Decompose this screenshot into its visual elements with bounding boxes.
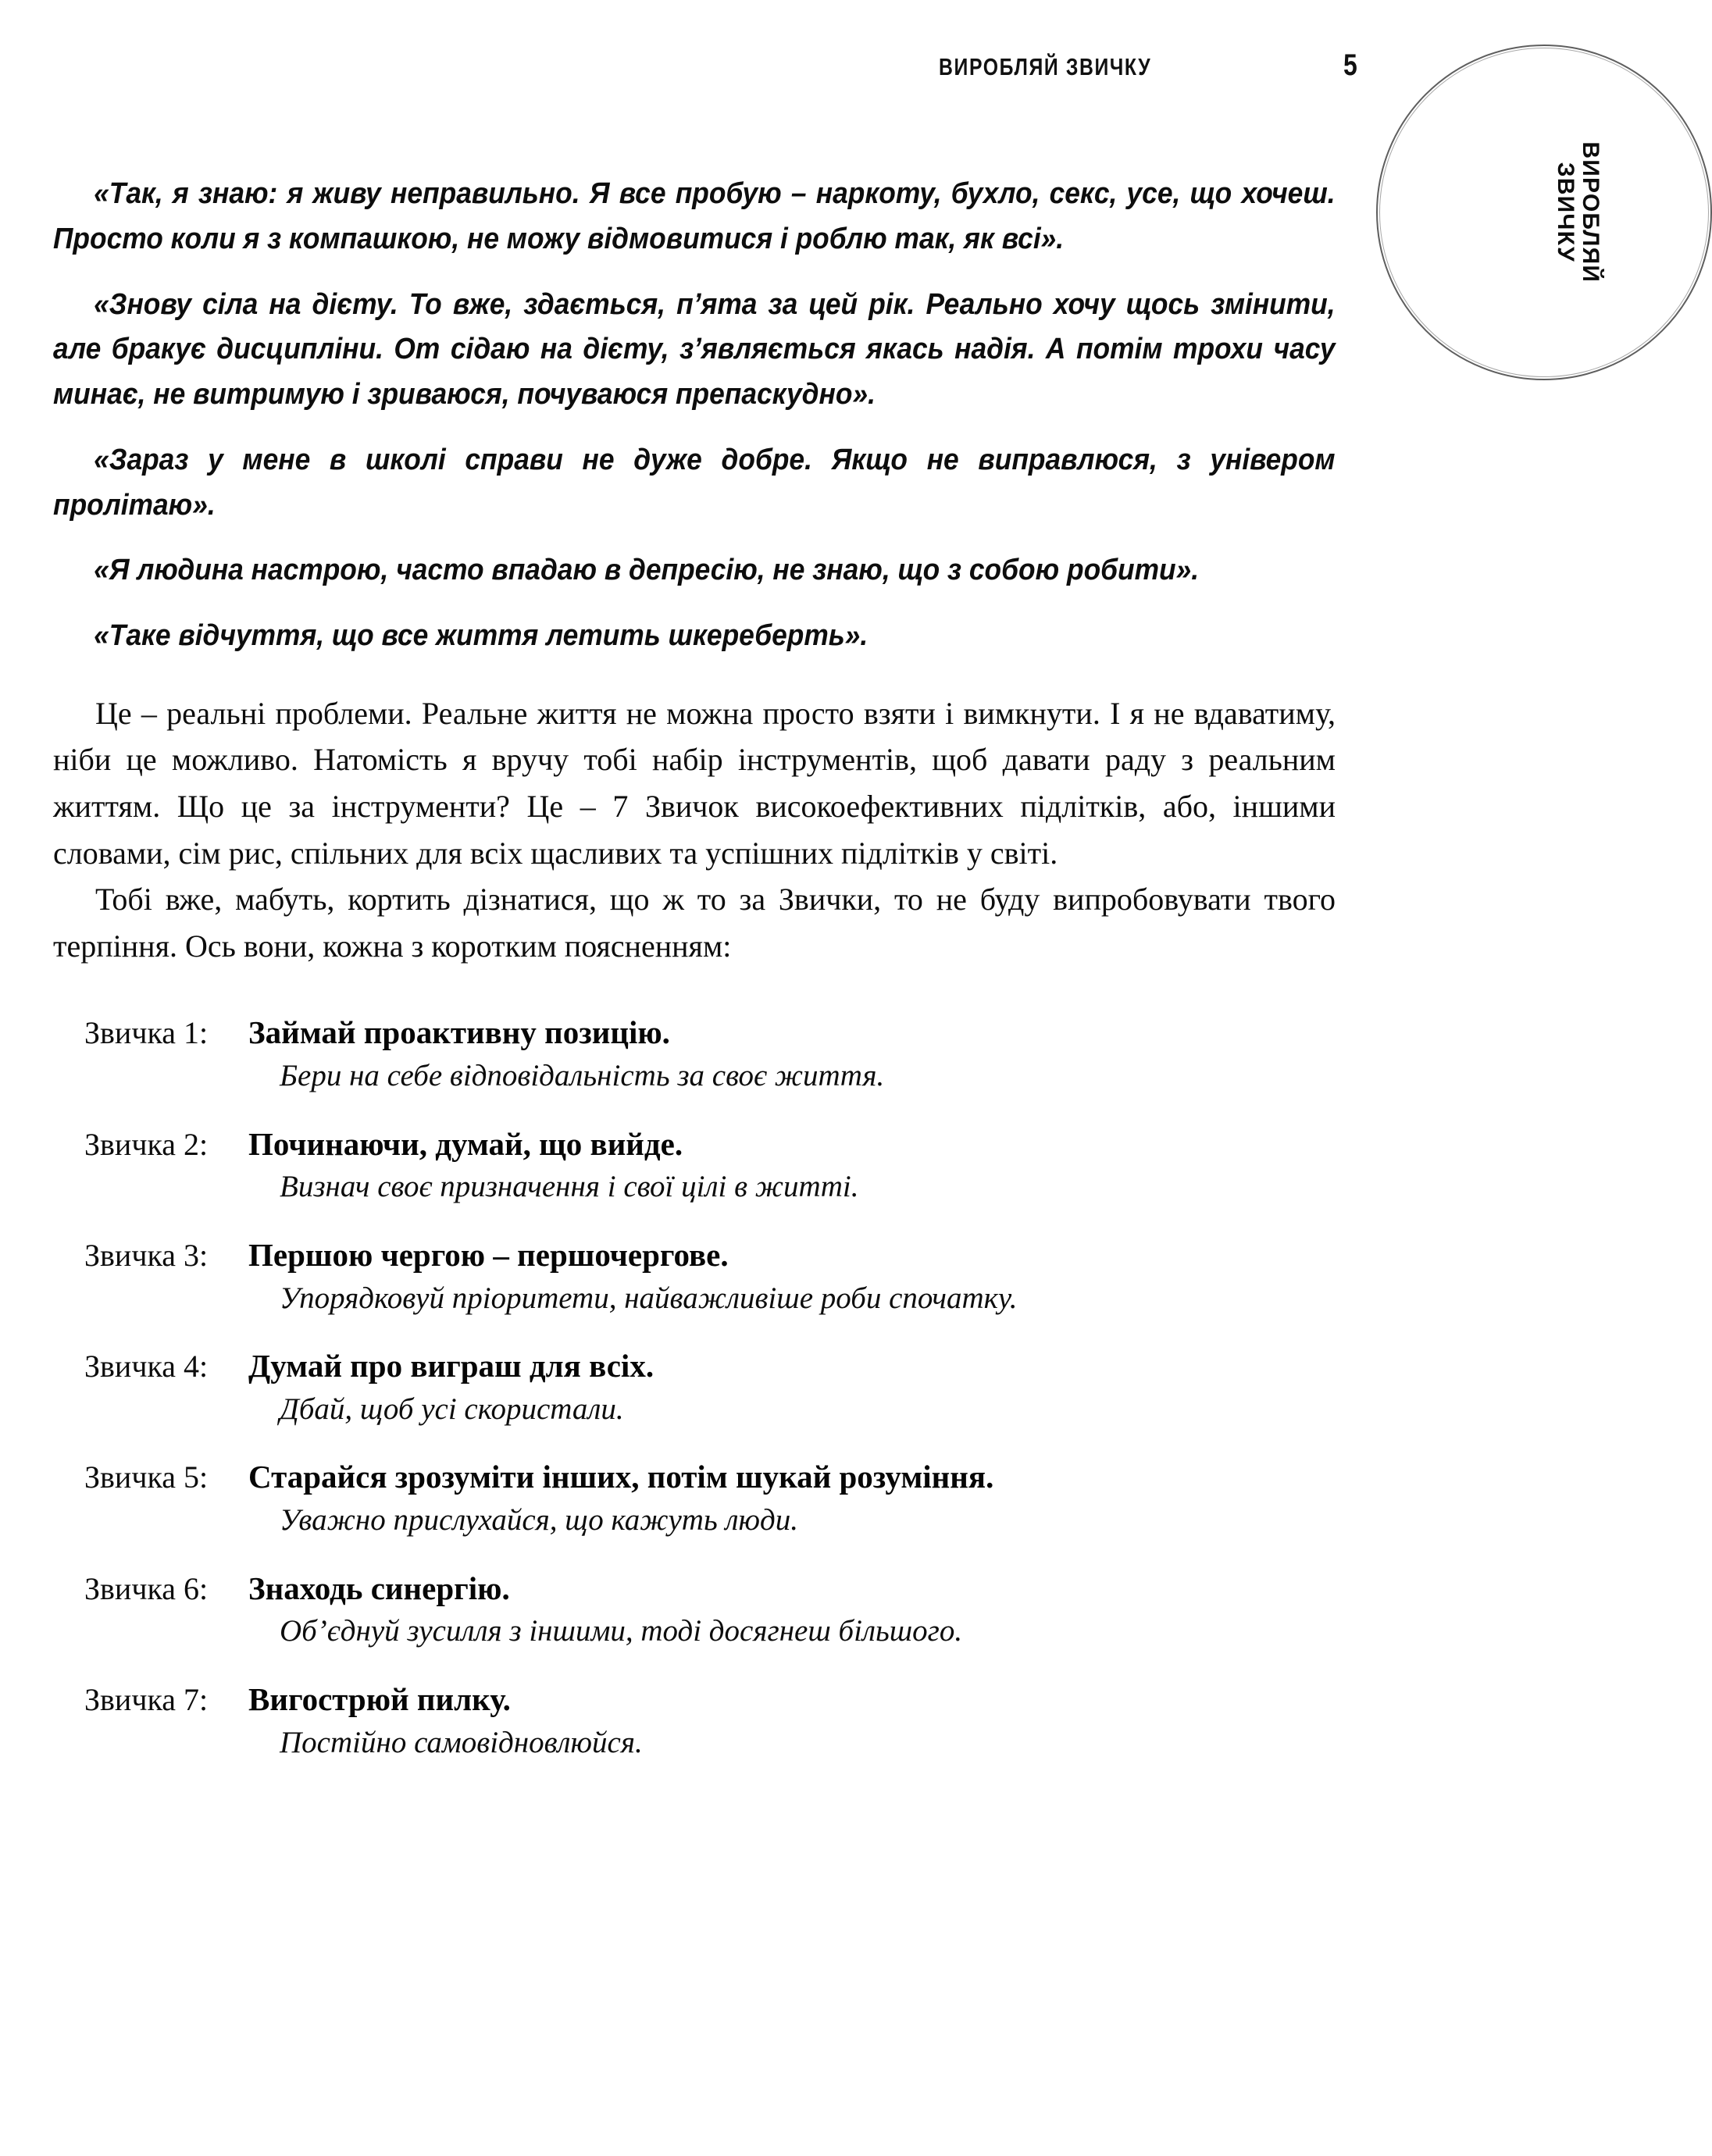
habit-description: Уважно прислухайся, що кажуть люди. <box>280 1503 798 1538</box>
habit-tag: Звичка 4: <box>84 1349 209 1384</box>
habit-item <box>53 1123 1336 1207</box>
habit-list <box>53 1011 1336 1762</box>
habit-title: Починаючи, думай, що вийде. <box>248 1125 683 1162</box>
habit-item <box>53 1345 1336 1429</box>
text-column <box>53 172 1336 1762</box>
habit-item <box>53 1011 1336 1096</box>
quote-paragraph: «Таке відчуття, що все життя летить шкереберть». <box>94 619 868 652</box>
habit-title: Займай проактивну позицію. <box>248 1014 670 1051</box>
circle-outline-icon <box>1376 45 1712 380</box>
habit-description: Бери на себе відповідальність за своє життя. <box>280 1059 885 1093</box>
habit-item <box>53 1678 1336 1762</box>
page-number: 5 <box>1343 48 1358 82</box>
running-header-title: ВИРОБЛЯЙ ЗВИЧКУ <box>938 53 1152 80</box>
habit-heading-line <box>53 1234 1336 1277</box>
habit-title: Знаходь синергію. <box>248 1570 510 1606</box>
testimonial-quotes <box>53 172 1336 659</box>
body-paragraph: Це – реальні проблеми. Реальне життя не можна просто взяти і вимкнути. І я не вдаватиму, ніби це можливо. Натомість я вручу тобі набір інструментів, щоб давати раду з реальним життям. Що це за інструменти? Це – 7 Звичок високоефективних підлітків, або, іншими словами, сім рис, спільних для всіх щасливих та успішних підлітків у світі. <box>53 695 1336 871</box>
quote-paragraph: «Знову сіла на дієту. То вже, здається, п’ята за цей рік. Реально хочу щось змінити, але бракує дисципліни. От сідаю на дієту, з’являється якась надія. А потім трохи часу минає, не витримую і зриваюся, почуваюся препаскудно». <box>53 287 1336 411</box>
habit-heading-line <box>53 1123 1336 1166</box>
habit-tag: Звичка 7: <box>84 1681 209 1717</box>
chapter-edge-tab <box>1376 45 1712 380</box>
quote-paragraph: «Я людина настрою, часто впадаю в депресію, не знаю, що з собою робити». <box>94 554 1200 587</box>
habit-heading-line <box>53 1345 1336 1388</box>
habit-description: Дбай, щоб усі скористали. <box>280 1392 624 1426</box>
habit-heading-line <box>53 1011 1336 1054</box>
habit-title: Вигострюй пилку. <box>248 1680 511 1717</box>
edge-tab-label: ВИРОБЛЯЙ ЗВИЧКУ <box>1553 141 1603 283</box>
habit-item <box>53 1567 1336 1652</box>
habit-title: Першою чергою – першочергове. <box>248 1236 729 1273</box>
running-header <box>0 48 1359 83</box>
habit-tag: Звичка 1: <box>84 1015 209 1051</box>
habit-item <box>53 1456 1336 1540</box>
habit-tag: Звичка 2: <box>84 1126 209 1162</box>
habit-title: Старайся зрозуміти інших, потім шукай розуміння. <box>248 1459 994 1495</box>
habit-heading-line <box>53 1678 1336 1721</box>
habit-description: Постійно самовідновлюйся. <box>280 1725 643 1759</box>
habit-tag: Звичка 3: <box>84 1237 209 1273</box>
habit-heading-line <box>53 1456 1336 1499</box>
quote-paragraph: «Зараз у мене в школі справи не дуже добре. Якщо не виправлюся, з універом пролітаю». <box>53 443 1336 522</box>
circle-outline-inner-icon <box>1379 48 1709 377</box>
quote-paragraph: «Так, я знаю: я живу неправильно. Я все пробую – наркоту, бухло, секс, усе, що хочеш. Просто коли я з компашкою, не можу відмовитися і роблю так, як всі». <box>53 177 1336 255</box>
body-paragraph: Тобі вже, мабуть, кортить дізнатися, що ж то за Звички, то не буду випробовувати твого терпіння. Ось вони, кожна з коротким поясненням: <box>53 882 1336 964</box>
habit-description: Визнач своє призначення і свої цілі в житті. <box>280 1170 859 1204</box>
habit-tag: Звичка 6: <box>84 1570 209 1606</box>
habit-heading-line <box>53 1567 1336 1610</box>
narrative-body <box>53 690 1336 970</box>
habit-description: Об’єднуй зусилля з іншими, тоді досягнеш більшого. <box>280 1614 963 1648</box>
habit-description: Упорядковуй пріоритети, найважливіше роби спочатку. <box>280 1281 1018 1315</box>
habit-title: Думай про виграш для всіх. <box>248 1348 654 1384</box>
edge-tab-label-wrap <box>1376 45 1712 380</box>
habit-tag: Звичка 5: <box>84 1459 209 1495</box>
habit-item <box>53 1234 1336 1318</box>
